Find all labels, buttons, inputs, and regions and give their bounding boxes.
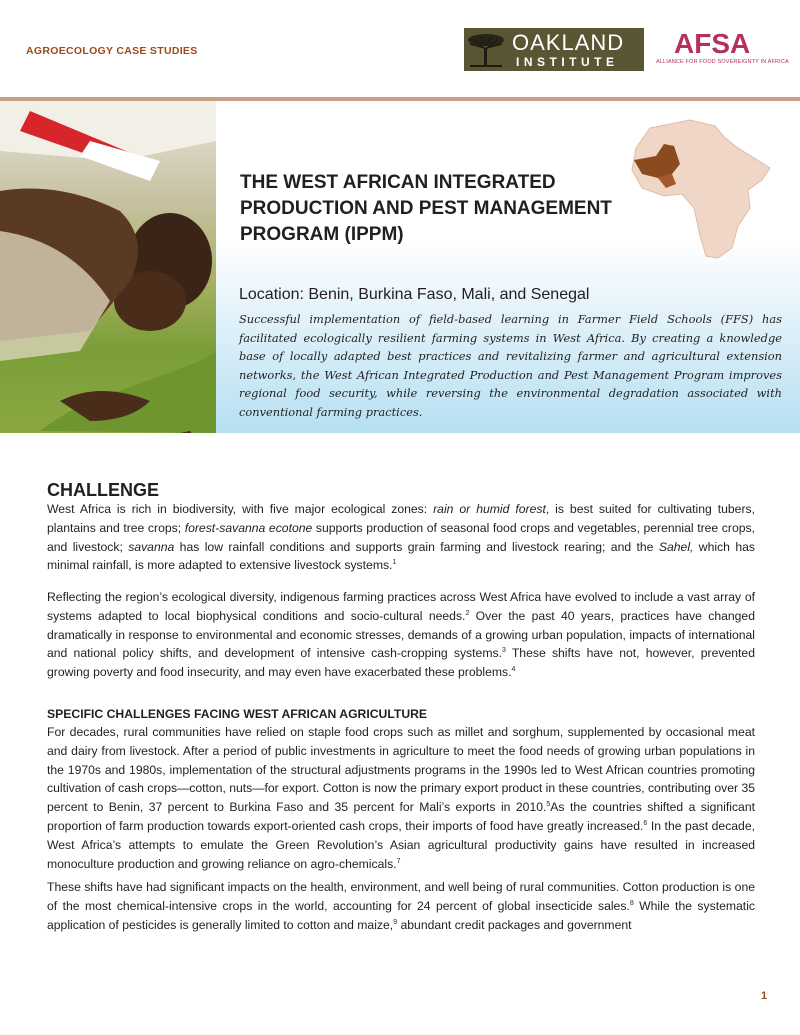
afsa-logo-letters: AFSA xyxy=(674,28,751,59)
oakland-institute-logo xyxy=(464,28,644,71)
tree-icon xyxy=(464,28,508,71)
afsa-logo-subtitle: ALLIANCE FOR FOOD SOVEREIGNTY IN AFRICA xyxy=(656,59,789,65)
footnote-ref: 1 xyxy=(392,559,397,567)
oakland-logo-line1: OAKLAND xyxy=(512,29,625,55)
footnote-ref: 8 xyxy=(629,899,634,907)
footnote-ref: 7 xyxy=(396,857,401,865)
footnote-ref: 3 xyxy=(501,647,506,655)
footnote-ref: 5 xyxy=(546,801,551,809)
oakland-logo-line2: INSTITUTE xyxy=(516,54,619,69)
challenge-heading: CHALLENGE xyxy=(47,480,159,500)
afsa-logo xyxy=(656,28,789,71)
footnote-ref: 2 xyxy=(465,609,470,617)
specific-paragraph-1: For decades, rural communities have relied on staple food crops such as millet and sorghum, supplemented by occasional meat and dairy from livestock. After a period of public investments in agriculture to meet the food needs of growing urban populations in the 1970s and 1980s, implementation of the structural adjustments programs in the 1990s led to West African countries promoting cultivation of cash crops—cotton, nuts—for export. Cotton is now the primary export product in these countries, contributing over 35 percent to Benin, 37 percent to Burkina Faso and 35 percent for Mali’s exports in 2010.$^5$As the countries shifted a significant proportion of farm production towards export-oriented cash crops, their imports of food have greatly increased.$^6$ In the past decade, West Africa’s attempts to emulate the Green Revolution’s Asian agricultural productivity gains have resulted in increased monoculture production and growing reliance on agro-chemicals.$^7$ xyxy=(47,725,756,871)
challenge-paragraph-2: Reflecting the region’s ecological diversity, indigenous farming practices across West Africa have evolved to include a vast array of systems adapted to local biophysical conditions and socio-cultural needs.$^2$ Over the past 40 years, practices have changed dramatically in response to environmental and economic stresses, demands of a growing urban population, impacts of international and national policy shifts, and development of intensive cash-cropping systems.$^3$ These shifts have not, however, prevented growing poverty and food insecurity, and may even have exacerbated these problems.$^4$ xyxy=(47,590,755,680)
location-line: Location: Benin, Burkina Faso, Mali, and Senegal xyxy=(239,286,590,303)
footnote-ref: 9 xyxy=(393,918,398,926)
page-number: 1 xyxy=(761,990,768,1002)
series-label: AGROECOLOGY CASE STUDIES xyxy=(26,45,198,57)
farmers-photo-illustration xyxy=(0,101,216,433)
hero-photo xyxy=(0,101,216,433)
africa-map-icon xyxy=(620,108,780,268)
specific-challenges-heading: SPECIFIC CHALLENGES FACING WEST AFRICAN AGRICULTURE xyxy=(47,707,428,721)
footnote-ref: 4 xyxy=(511,666,516,674)
footnote-ref: 6 xyxy=(643,819,648,827)
specific-paragraph-2: These shifts have had significant impacts on the health, environment, and well being of rural communities. Cotton production is one of the most chemical-intensive crops in the world, accounting for 24 percent of global insecticide sales.$^8$ While the systematic application of pesticides is generally limited to cotton and maize,$^9$ abundant credit packages and government xyxy=(47,880,755,932)
challenge-paragraph-1: West Africa is rich in biodiversity, with five major ecological zones: rain or humid forest, is best suited for cultivating tubers, plantains and tree crops; forest-savanna ecotone supports production of seasonal food crops and vegetables, perennial tree crops, and livestock; savanna has low rainfall conditions and supports grain farming and livestock rearing; and the Sahel, which has minimal rainfall, is more adapted to extensive livestock systems.$^1$ xyxy=(47,502,755,573)
page-title: THE WEST AFRICAN INTEGRATED PRODUCTION AND PEST MANAGEMENT PROGRAM (IPPM) xyxy=(240,172,612,245)
summary-paragraph: Successful implementation of field-based learning in Farmer Field Schools (FFS) has facilitated ecologically resilient farming systems in West Africa. By creating a knowledge base of locally adapted best practices and revitalizing farmer and agricultural extension networks, the West African Integrated Production and Pest Management Program improves regional food security, while reversing the environmental degradation associated with conventional farming practices. xyxy=(239,312,782,419)
